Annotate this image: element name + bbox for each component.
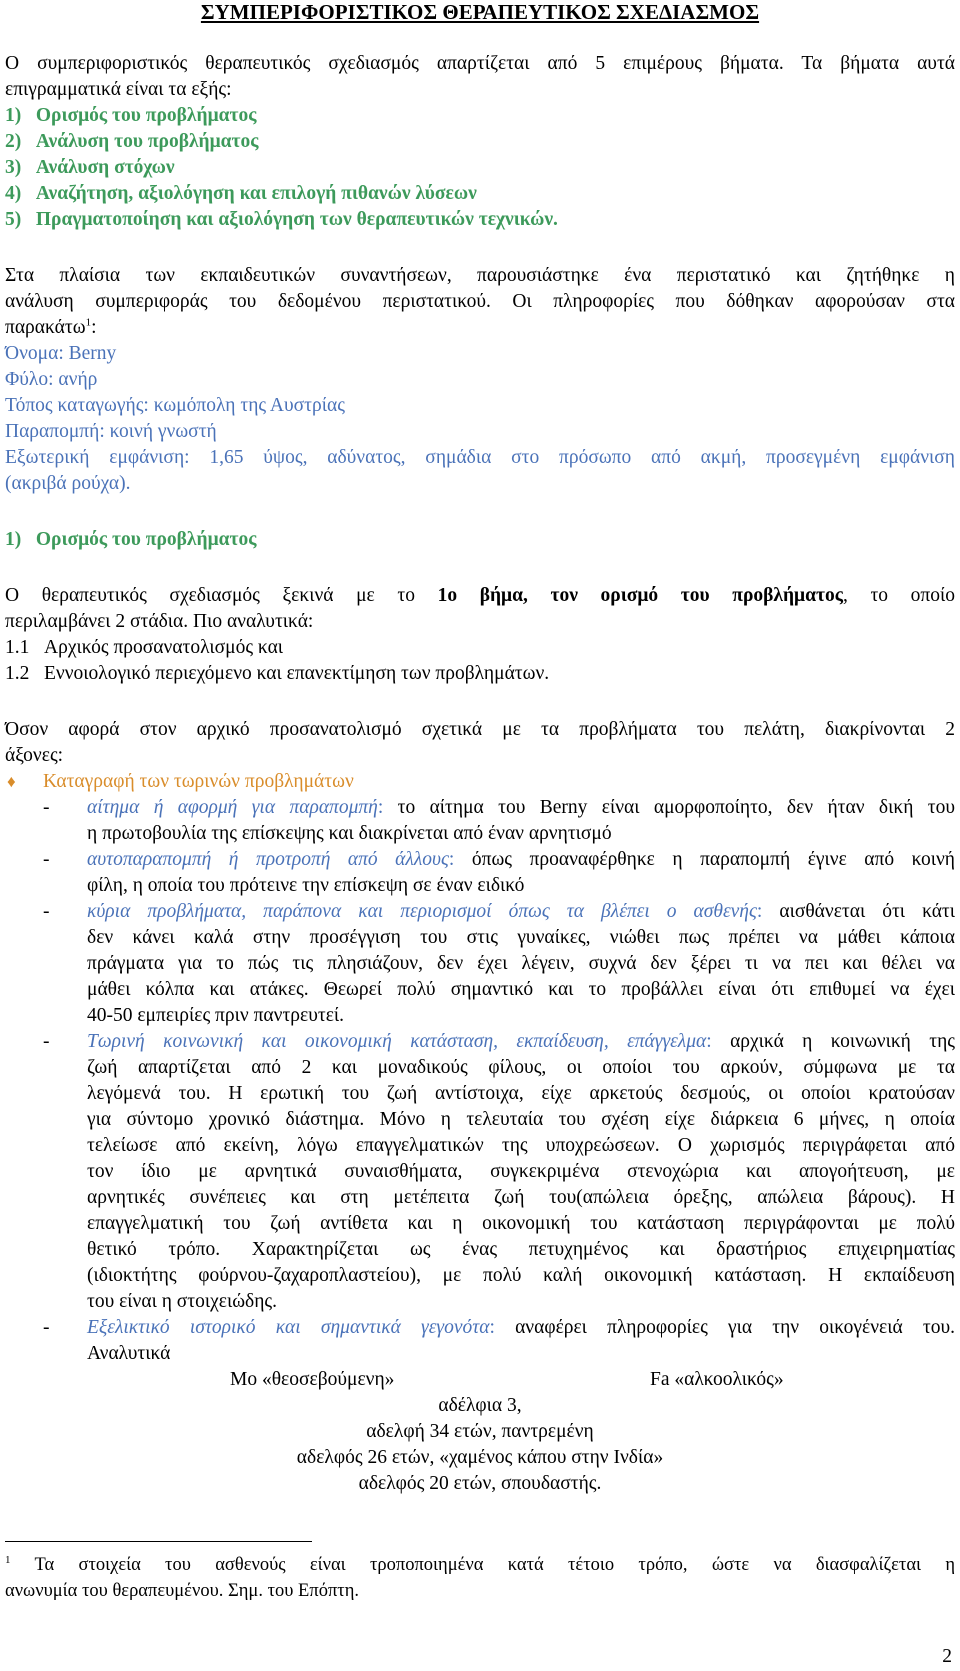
item-4-line-1: Τωρινή κοινωνική και οικονομική κατάσταση, εκπαίδευση, επάγγελμα: αρχικά η κοινωνική της [87,1031,955,1052]
item-key: Εξελικτικό ιστορικό και σημαντικά γεγονότα [87,1317,490,1338]
intro-line-1: Ο συμπεριφοριστικός θεραπευτικός σχεδιασμός απαρτίζεται από 5 επιμέρους βήματα. Τα βήματα αυτά [5,53,955,74]
family-siblings-count: αδέλφια 3, [438,1395,522,1416]
footnote-reference: 1 [85,316,92,329]
case-intro-line-3: παρακάτω$^1$: [5,316,97,338]
page-number: 2 [942,1646,952,1667]
item-4-line-8: επαγγελματική του ζωή αντίθετα και η οικονομική του κατάσταση περιγράφονται με πολύ [87,1213,955,1234]
step-label: Ορισμός του προβλήματος [35,105,257,126]
axes-para-line-2: άξονες: [5,745,64,766]
step-label: Ανάλυση στόχων [35,157,175,178]
step-5 [5,207,955,233]
step-number: 1) [5,105,22,126]
case-info-appearance-cont: (ακριβά ρούχα). [5,473,131,494]
step-3 [5,155,955,181]
item-1-line-1: αίτημα ή αφορμή για παραπομπή: το αίτημα του Berny είναι αμορφοποίητο, δεν ήταν δική του [87,797,956,818]
step-number: 3) [5,157,22,178]
family-brother-2: αδελφός 20 ετών, σπουδαστής. [358,1473,602,1494]
section-number: 1) [5,529,22,550]
footnote-separator [5,1541,312,1542]
item-3-line-4: μάθει κόλπα και ατάκες. Θεωρεί πολύ σημαντικό και το προβάλλει είναι ότι επιθυμεί να έχει [87,979,955,1000]
item-2-line-2: φίλη, η οποία του πρότεινε την επίσκεψη σε έναν ειδικό [87,875,525,896]
item-key: κύρια προβλήματα, παράπονα και περιορισμοί όπως τα βλέπει ο ασθενής [87,901,757,922]
item-5-line-2: Αναλυτικά [87,1343,171,1364]
diamond-bullet-icon: ♦ [7,772,16,791]
family-father: Fa «αλκοολικός» [650,1369,784,1390]
case-info-name: Όνομα: Berny [5,343,117,364]
plan-substep-2: 1.2 Εννοιολογικό περιεχόμενο και επανεκτίμηση των προβλημάτων. [5,663,550,684]
bullet-heading: Καταγραφή των τωρινών προβλημάτων [43,771,354,792]
item-4-line-4: για σύντομο χρονικό διάστημα. Μόνο η τελευταία του σχέση είχε διάρκεια 6 μήνες, η οποία [87,1109,955,1130]
family-brother-1: αδελφός 26 ετών, «χαμένος κάπου στην Ινδία» [296,1447,664,1468]
family-sister: αδελφή 34 ετών, παντρεμένη [366,1421,594,1442]
item-4-line-11: του είναι η στοιχειώδης. [87,1291,278,1312]
dash-marker: - [43,1317,50,1338]
case-info-sex: Φύλο: ανήρ [5,369,98,390]
item-3-line-2: δεν κάνει καλά στην προσέγγιση του στις γυναίκες, νιώθει πως πρέπει να μάθει κάποια [87,927,955,948]
item-3-line-1: κύρια προβλήματα, παράπονα και περιορισμοί όπως τα βλέπει ο ασθενής: αισθάνεται ότι κάτι [87,901,956,922]
step-label: Αναζήτηση, αξιολόγηση και επιλογή πιθανών λύσεων [35,183,477,204]
step-number: 5) [5,209,22,230]
item-4-line-2: ζωή απαρτίζεται από 2 και μοναδικούς φίλους, οι οποίοι του αρκούν, σύμφωνα με τα [87,1057,955,1078]
item-4-line-5: τελείωσε από εκείνη, λόγω επαγγελματικών της υποχρεώσεων. Ο χωρισμός περιγράφεται από [87,1135,955,1156]
dash-marker: - [43,1031,50,1052]
item-3-line-3: πράγματα για το πώς τις πλησιάζουν, δεν έχει λέγειν, συχνά δεν ξέρει τι να πει και θέλει να [87,953,955,974]
intro-line-2: επιγραμματικά είναι τα εξής: [5,79,232,100]
footnote-mark: 1 [5,1553,11,1566]
step-label: Ανάλυση του προβλήματος [35,131,259,152]
item-4-line-3: λεγόμενά του. Η ερωτική του ζωή αντίστοιχα, είχε αρκετούς δεσμούς, οι οποίοι κρατούσαν [87,1083,955,1104]
footnote-line-1: $^1$ Τα στοιχεία του ασθενούς είναι τροποποιημένα κατά τέτοιο τρόπο, ώστε να διασφαλίζεται η [5,1553,955,1575]
item-5-line-1: Εξελικτικό ιστορικό και σημαντικά γεγονότα: αναφέρει πληροφορίες για την οικογένειά του. [87,1317,955,1338]
item-4-line-7: αρνητικές συνέπειες και στη μετέπειτα ζωή του(απώλεια όρεξης, απώλεια βάρους). Η [87,1187,955,1208]
step-4 [5,181,955,207]
axes-para-line-1: Όσον αφορά στον αρχικό προσανατολισμό σχετικά με τα προβλήματα του πελάτη, διακρίνονται 2 [5,719,955,740]
item-key: Τωρινή κοινωνική και οικονομική κατάσταση, εκπαίδευση, επάγγελμα [87,1031,707,1052]
step-number: 4) [5,183,22,204]
case-intro-line-1: Στα πλαίσια των εκπαιδευτικών συναντήσεων, παρουσιάστηκε ένα περιστατικό και ζητήθηκε η [5,265,955,286]
item-1-line-2: η πρωτοβουλία της επίσκεψης και διακρίνεται από έναν αρνητισμό [87,823,612,844]
step-number: 2) [5,131,22,152]
section-label: Ορισμός του προβλήματος [35,529,257,550]
item-4-line-10: (ιδιοκτήτης φούρνου-ζαχαροπλαστείου), με πολύ καλή οικονομική κατάσταση. Η εκπαίδευση [87,1265,955,1286]
family-mother: Μο «θεοσεβούμενη» [230,1369,395,1390]
plan-para-line-1: Ο θεραπευτικός σχεδιασμός ξεκινά με το 1ο βήμα, τον ορισμό του προβλήματος, το οποίο [5,585,956,606]
item-key: αίτημα ή αφορμή για παραπομπή [87,797,378,818]
item-4-line-9: θετικό τρόπο. Χαρακτηρίζεται ως ένας πετυχημένος και δραστήριος επιχειρηματίας [87,1239,955,1260]
footnote-line-2: ανωνυμία του θεραπευμένου. Σημ. του Επόπτη. [5,1581,360,1601]
section-heading-1 [5,527,955,553]
item-2-line-1: αυτοπαραπομπή ή προτροπή από άλλους: όπως προαναφέρθηκε η παραπομπή έγινε από κοινή [87,849,956,870]
document-title: ΣΥΜΠΕΡΙΦΟΡΙΣΤΙΚΟΣ ΘΕΡΑΠΕΥΤΙΚΟΣ ΣΧΕΔΙΑΣΜΟΣ [200,0,760,24]
item-4-line-6: τον ίδιο με αρνητικά συναισθήματα, συγκεκριμένα στενοχώρια και απογοήτευση, με [87,1161,955,1182]
case-info-referral: Παραπομπή: κοινή γνωστή [5,421,217,442]
item-key: αυτοπαραπομπή ή προτροπή από άλλους [87,849,449,870]
plan-para-line-2: περιλαμβάνει 2 στάδια. Πιο αναλυτικά: [5,611,314,632]
step-2 [5,129,955,155]
dash-marker: - [43,797,50,818]
plan-substep-1: 1.1 Αρχικός προσανατολισμός και [5,637,284,658]
case-intro-line-2: ανάλυση συμπεριφοράς του δεδομένου περιστατικού. Οι πληροφορίες που δόθηκαν αφορούσαν στα [5,291,955,312]
step-1 [5,103,955,129]
case-info-origin: Τόπος καταγωγής: κωμόπολη της Αυστρίας [5,395,345,416]
step-label: Πραγματοποίηση και αξιολόγηση των θεραπευτικών τεχνικών. [35,209,558,230]
case-info-appearance: Εξωτερική εμφάνιση: 1,65 ύψος, αδύνατος, σημάδια στο πρόσωπο από ακμή, προσεγμένη εμφάνιση [5,447,955,468]
dash-marker: - [43,849,50,870]
item-3-line-5: 40-50 εμπειρίες πριν παντρευτεί. [87,1005,345,1026]
dash-marker: - [43,901,50,922]
